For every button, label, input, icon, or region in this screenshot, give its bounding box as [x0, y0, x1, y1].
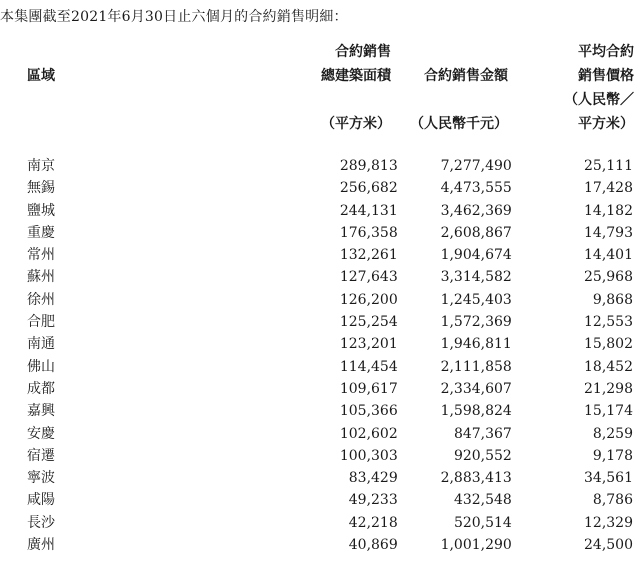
price-cell: 14,793 [584, 224, 633, 241]
amount-cell: 3,462,369 [440, 202, 512, 219]
amount-cell: 2,608,867 [440, 224, 512, 241]
price-cell: 24,500 [584, 537, 633, 554]
region-cell: 蘇州 [27, 269, 55, 286]
area-cell: 114,454 [339, 358, 398, 375]
header-area-line2: 總建築面積 [321, 68, 391, 84]
amount-cell: 1,001,290 [440, 537, 512, 554]
area-cell: 176,358 [339, 224, 398, 241]
table-row [0, 378, 640, 400]
sales-table-body [0, 155, 640, 556]
header-region [27, 64, 55, 88]
price-cell: 15,802 [584, 336, 633, 353]
area-cell: 132,261 [339, 247, 398, 264]
region-cell: 安慶 [27, 425, 55, 442]
area-cell: 289,813 [339, 158, 398, 174]
amount-cell: 847,367 [453, 425, 512, 442]
table-row [0, 423, 640, 445]
table-row [0, 534, 640, 556]
area-cell: 123,201 [339, 336, 398, 353]
amount-cell: 3,314,582 [440, 269, 512, 286]
price-cell: 34,561 [584, 470, 633, 487]
price-cell: 12,329 [584, 514, 633, 531]
region-cell: 南京 [27, 158, 55, 174]
area-cell: 102,602 [339, 425, 398, 442]
header-price-unit-line2: 平方米） [578, 116, 634, 132]
region-cell: 常州 [27, 247, 55, 264]
header-amount-line1: 合約銷售金額 [424, 68, 508, 84]
header-region-label: 區域 [27, 68, 55, 84]
area-cell: 126,200 [339, 291, 398, 308]
region-cell: 佛山 [27, 358, 55, 375]
table-row [0, 200, 640, 222]
region-cell: 重慶 [27, 224, 55, 241]
region-cell: 嘉興 [27, 403, 55, 420]
header-price-unit-line1: （人民幣／ [564, 92, 634, 108]
price-cell: 21,298 [584, 380, 633, 397]
amount-cell: 1,904,674 [440, 247, 512, 264]
amount-cell: 432,548 [453, 492, 512, 509]
table-row [0, 400, 640, 422]
amount-cell: 4,473,555 [440, 180, 512, 197]
area-cell: 42,218 [348, 514, 398, 531]
region-cell: 無錫 [27, 180, 55, 197]
area-cell: 83,429 [348, 470, 398, 487]
table-row [0, 467, 640, 489]
price-cell: 25,111 [584, 158, 633, 174]
region-cell: 徐州 [27, 291, 55, 308]
header-amount [410, 64, 508, 136]
price-cell: 9,868 [592, 291, 633, 308]
table-row [0, 333, 640, 355]
price-cell: 12,553 [584, 314, 633, 331]
price-cell: 9,178 [592, 447, 633, 464]
header-price-line1: 平均合約 [578, 44, 634, 60]
amount-cell: 920,552 [453, 447, 512, 464]
area-cell: 244,131 [339, 202, 398, 219]
table-row [0, 512, 640, 534]
area-cell: 125,254 [339, 314, 398, 331]
region-cell: 廣州 [27, 537, 55, 554]
area-cell: 256,682 [339, 180, 398, 197]
header-area-line1: 合約銷售 [335, 44, 391, 60]
price-cell: 18,452 [584, 358, 633, 375]
amount-cell: 1,572,369 [440, 314, 512, 331]
area-cell: 100,303 [339, 447, 398, 464]
area-cell: 105,366 [339, 403, 398, 420]
area-cell: 40,869 [348, 537, 398, 554]
region-cell: 宿遷 [27, 447, 55, 464]
sales-table [0, 155, 640, 556]
table-row [0, 266, 640, 288]
price-cell: 15,174 [584, 403, 633, 420]
header-price-line2: 銷售價格 [578, 68, 634, 84]
price-cell: 8,259 [592, 425, 633, 442]
table-row [0, 155, 640, 177]
area-cell: 127,643 [339, 269, 398, 286]
table-row [0, 289, 640, 311]
region-cell: 長沙 [27, 514, 55, 531]
header-area [321, 40, 391, 136]
amount-cell: 520,514 [453, 514, 512, 531]
table-row [0, 445, 640, 467]
region-cell: 南通 [27, 336, 55, 353]
price-cell: 14,401 [584, 247, 633, 264]
amount-cell: 7,277,490 [440, 158, 512, 174]
intro-text: 本集團截至2021年6月30日止六個月的合約銷售明細： [0, 9, 348, 25]
table-row [0, 356, 640, 378]
price-cell: 8,786 [592, 492, 633, 509]
table-row [0, 244, 640, 266]
header-price [564, 40, 634, 136]
price-cell: 17,428 [584, 180, 633, 197]
region-cell: 咸陽 [27, 492, 55, 509]
table-row [0, 222, 640, 244]
amount-cell: 1,598,824 [440, 403, 512, 420]
region-cell: 合肥 [27, 314, 55, 331]
amount-cell: 2,883,413 [440, 470, 512, 487]
table-row [0, 177, 640, 199]
area-cell: 49,233 [348, 492, 398, 509]
area-cell: 109,617 [339, 380, 398, 397]
price-cell: 25,968 [584, 269, 633, 286]
header-amount-unit: （人民幣千元） [410, 116, 508, 132]
amount-cell: 2,111,858 [440, 358, 512, 375]
region-cell: 寧波 [27, 470, 55, 487]
table-row [0, 311, 640, 333]
header-area-unit: （平方米） [321, 116, 391, 132]
region-cell: 成都 [27, 380, 55, 397]
amount-cell: 2,334,607 [440, 380, 512, 397]
region-cell: 鹽城 [27, 202, 55, 219]
amount-cell: 1,245,403 [440, 291, 512, 308]
amount-cell: 1,946,811 [440, 336, 512, 353]
price-cell: 14,182 [584, 202, 633, 219]
table-row [0, 489, 640, 511]
